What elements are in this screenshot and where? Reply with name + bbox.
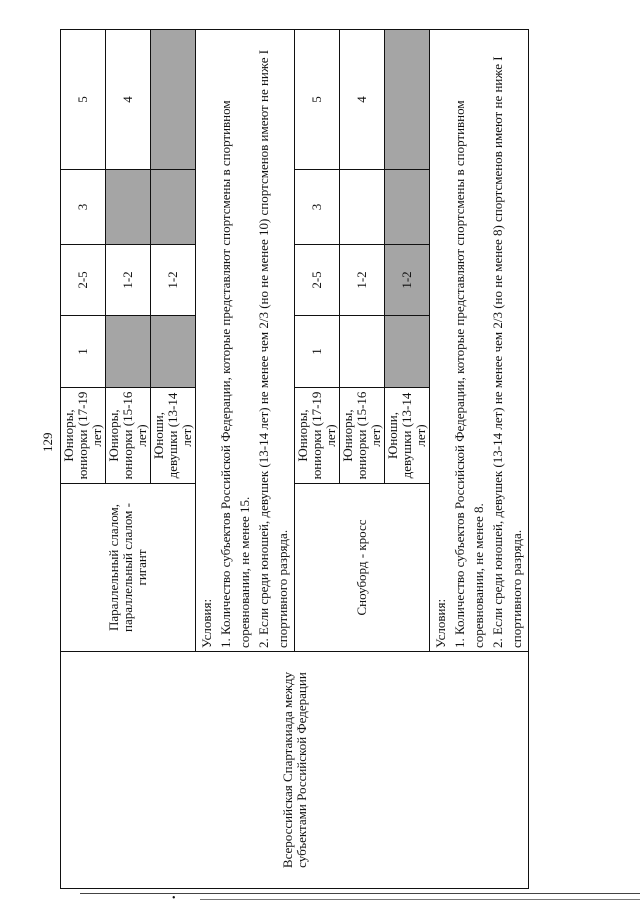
condition-item: 2. Если среди юношей, девушек (13-14 лет) не менее чем 2/3 (но не менее 8) спортсменов имеют не ниже I спортивного разряда. (490, 56, 524, 648)
rank-cell: 4 (106, 30, 151, 170)
rank-cell: 5 (61, 30, 106, 170)
age-group: Юноши, девушки (13-14 лет) (151, 388, 196, 484)
rank-cell: 2-5 (295, 245, 340, 316)
scan-dot: • (172, 893, 176, 904)
rank-cell: 3 (295, 170, 340, 245)
age-group: Юниоры, юниорки (17-19 лет) (61, 388, 106, 484)
shaded-cell (151, 316, 196, 388)
rank-cell: 1-2 (106, 245, 151, 316)
shaded-cell (151, 30, 196, 170)
rank-cell (340, 170, 385, 245)
rank-cell: 4 (340, 30, 385, 170)
rank-cell: 1-2 (151, 245, 196, 316)
scan-edge-line (200, 899, 640, 900)
condition-item: 1. Количество субъектов Российской Федерации, которые представляют спортсмены в спортивном соревновании, не менее 15. (218, 100, 252, 648)
rotated-table-page (60, 30, 524, 889)
discipline-name: Сноуборд - кросс (295, 484, 430, 652)
condition-item: 2. Если среди юношей, девушек (13-14 лет) не менее чем 2/3 (но не менее 10) спортсменов имеют не ниже I спортивного разряда. (256, 49, 290, 648)
shaded-cell (151, 170, 196, 245)
page-number: 129 (40, 432, 55, 452)
age-group: Юниоры, юниорки (17-19 лет) (295, 388, 340, 484)
discipline-name: Параллельный слалом, параллельный слалом - гигант (61, 484, 196, 652)
shaded-cell (385, 170, 430, 245)
age-group: Юниоры, юниорки (15-16 лет) (106, 388, 151, 484)
rank-cell: 1 (61, 316, 106, 388)
shaded-cell (385, 30, 430, 170)
rank-cell: 1 (295, 316, 340, 388)
conditions-title: Условия: (433, 598, 448, 648)
conditions-title: Условия: (199, 598, 214, 648)
condition-item: 1. Количество субъектов Российской Федерации, которые представляют спортсмены в спортивном соревновании, не менее 8. (452, 100, 486, 648)
conditions-block (430, 30, 529, 652)
shaded-cell (106, 316, 151, 388)
competition-cell: Всероссийская Спартакиада между субъектами Российской Федерации (61, 652, 529, 889)
shaded-cell (106, 170, 151, 245)
conditions-block (196, 30, 295, 652)
scan-edge-line (80, 893, 640, 894)
age-group: Юноши, девушки (13-14 лет) (385, 388, 430, 484)
shaded-cell: 1-2 (385, 245, 430, 316)
shaded-cell (385, 316, 430, 388)
rank-cell: 3 (61, 170, 106, 245)
rank-cell: 2-5 (61, 245, 106, 316)
rank-cell: 1-2 (340, 245, 385, 316)
age-group: Юниоры, юниорки (15-16 лет) (340, 388, 385, 484)
sports-table (60, 29, 529, 889)
rank-cell (340, 316, 385, 388)
rank-cell: 5 (295, 30, 340, 170)
